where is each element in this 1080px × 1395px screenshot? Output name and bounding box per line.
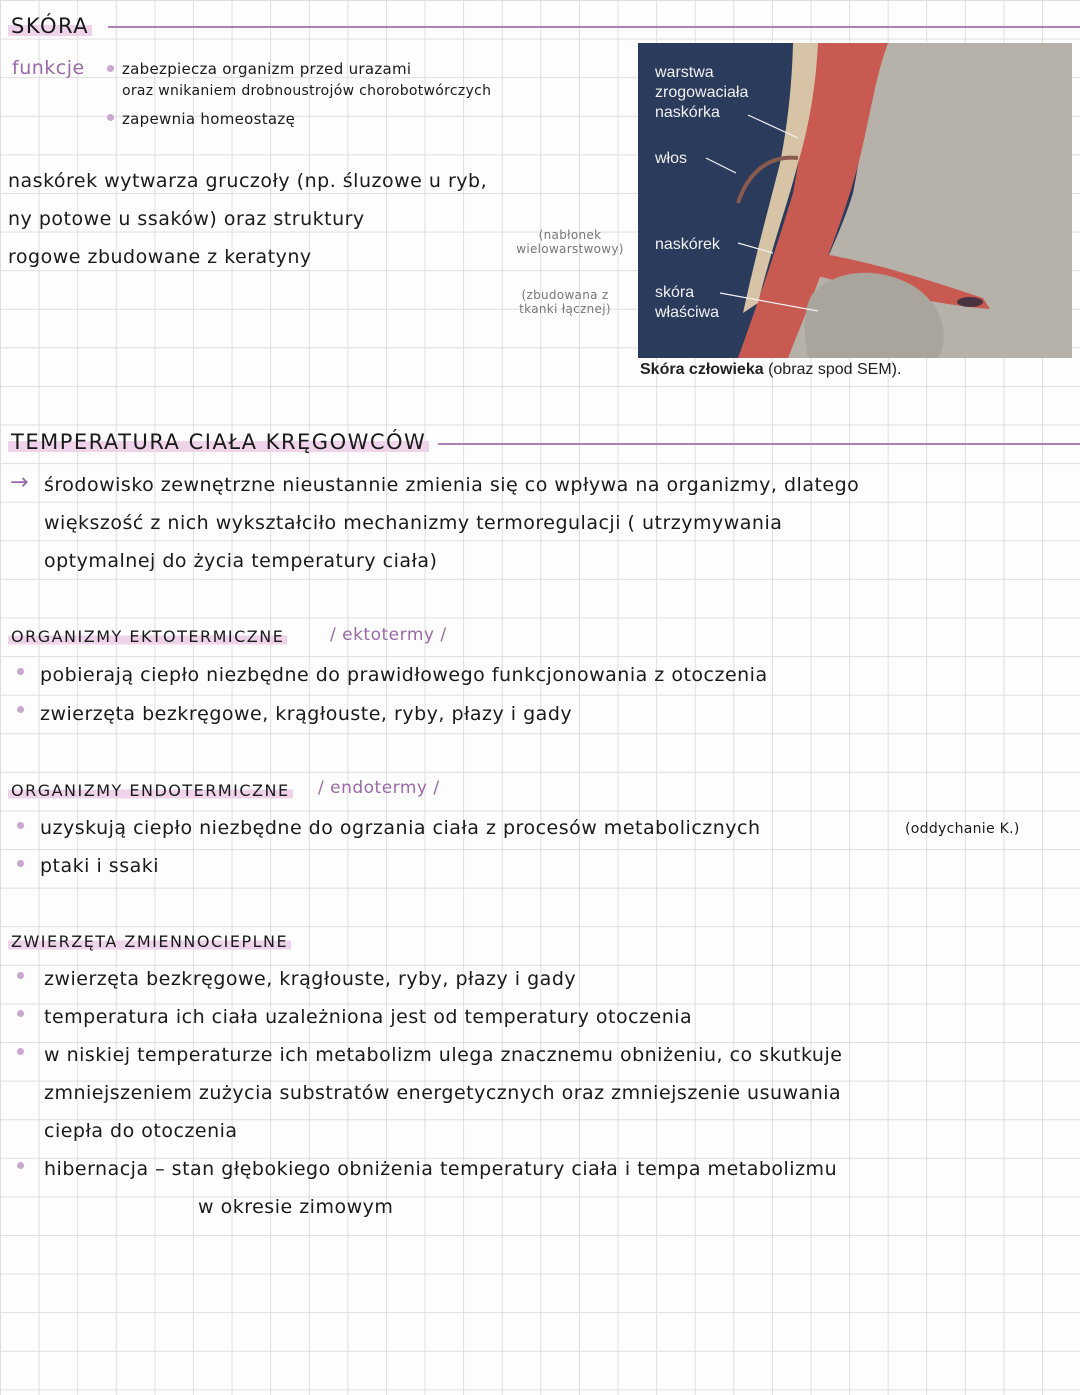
temperature-line-1: środowisko zewnętrzne nieustannie zmienia się co wpływa na organizmy, dlatego [44, 474, 860, 496]
temperature-line-3: optymalnej do życia temperatury ciała) [44, 550, 438, 572]
poikilotherm-item-3-line-1: w niskiej temperaturze ich metabolizm ulega znacznemu obniżeniu, co skutkuje [44, 1044, 843, 1066]
poikilotherm-item-3-line-2: zmniejszeniem zużycia substratów energetycznych oraz zmniejszenie usuwania [44, 1082, 842, 1104]
skin-paragraph-line-2: ny potowe u ssaków) oraz struktury [8, 208, 365, 230]
bullet [17, 668, 24, 675]
ectotherm-alias: / ektotermy / [330, 625, 447, 645]
function-line-1: zabezpiecza organizm przed urazami [122, 60, 412, 78]
annotation-line: tkanki łącznej) [519, 302, 611, 316]
annotation-line: (nabłonek [538, 228, 602, 242]
poikilotherm-item-3-line-3: ciepła do otoczenia [44, 1120, 238, 1142]
skin-paragraph-line-3: rogowe zbudowane z keratyny [8, 246, 312, 268]
skin-title-text: SKÓRA [8, 14, 92, 38]
skin-title [8, 14, 92, 38]
arrow-icon: → [10, 470, 29, 495]
endotherm-title-text: ORGANIZMY ENDOTERMICZNE [8, 781, 293, 800]
endotherm-item-2: ptaki i ssaki [40, 855, 160, 877]
annotation-line: (zbudowana z [521, 288, 609, 302]
label-stratum-corneum [655, 63, 748, 123]
functions-label: funkcje [12, 57, 85, 79]
caption-bold: Skóra człowieka [640, 361, 764, 378]
poikilotherm-title [8, 932, 291, 951]
poikilotherm-item-1: zwierzęta bezkręgowe, krągłouste, ryby, płazy i gady [44, 968, 577, 990]
temperature-title [8, 430, 429, 454]
function-line-2: oraz wnikaniem drobnoustrojów chorobotwórczych [122, 83, 492, 99]
ectotherm-item-1: pobierają ciepło niezbędne do prawidłowego funkcjonowania z otoczenia [40, 664, 768, 686]
follicle-opening [957, 297, 983, 307]
annotation-line: wielowarstwowy) [516, 242, 624, 256]
label-line: właściwa [655, 304, 720, 321]
bullet [17, 972, 24, 979]
annotation-epithelium [505, 228, 635, 256]
poikilotherm-title-text: ZWIERZĘTA ZMIENNOCIEPLNE [8, 932, 291, 951]
ectotherm-item-2: zwierzęta bezkręgowe, krągłouste, ryby, płazy i gady [40, 703, 573, 725]
label-line: naskórka [655, 104, 720, 121]
endotherm-alias: / endotermy / [318, 778, 440, 798]
temperature-title-text: TEMPERATURA CIAŁA KRĘGOWCÓW [8, 430, 429, 454]
bullet [17, 822, 24, 829]
endotherm-item-1: uzyskują ciepło niezbędne do ogrzania ciała z procesów metabolicznych [40, 817, 761, 839]
bullet [107, 114, 114, 121]
function-line-3: zapewnia homeostazę [122, 110, 296, 128]
bullet [17, 1010, 24, 1017]
sem-skin-figure [638, 43, 1072, 358]
poikilotherm-item-2: temperatura ich ciała uzależniona jest od temperatury otoczenia [44, 1006, 693, 1028]
figure-caption [640, 361, 901, 379]
endotherm-note: (oddychanie K.) [905, 821, 1020, 837]
bullet [107, 65, 114, 72]
label-dermis [655, 283, 719, 323]
endotherm-title [8, 781, 293, 800]
label-line: skóra [655, 284, 695, 301]
caption-rest: (obraz spod SEM). [763, 361, 902, 378]
poikilotherm-item-4-line-1: hibernacja – stan głębokiego obniżenia temperatury ciała i tempa metabolizmu [44, 1158, 838, 1180]
skin-paragraph-line-1: naskórek wytwarza gruczoły (np. śluzowe u ryb, [8, 170, 488, 192]
ectotherm-title [8, 627, 287, 646]
annotation-connective [495, 288, 635, 316]
pointer-line [706, 158, 736, 173]
label-line: zrogowaciała [655, 84, 749, 101]
label-line: warstwa [655, 64, 714, 81]
ectotherm-title-text: ORGANIZMY EKTOTERMICZNE [8, 627, 287, 646]
temperature-line-2: większość z nich wykształciło mechanizmy termoregulacji ( utrzymywania [44, 512, 783, 534]
label-epidermis: naskórek [655, 236, 720, 253]
bullet [17, 860, 24, 867]
label-hair: włos [655, 150, 688, 167]
bullet [17, 706, 24, 713]
temperature-title-rule [438, 443, 1080, 445]
bullet [17, 1162, 24, 1169]
skin-title-rule [108, 26, 1080, 28]
poikilotherm-item-4-line-2: w okresie zimowym [198, 1196, 394, 1218]
bullet [17, 1048, 24, 1055]
